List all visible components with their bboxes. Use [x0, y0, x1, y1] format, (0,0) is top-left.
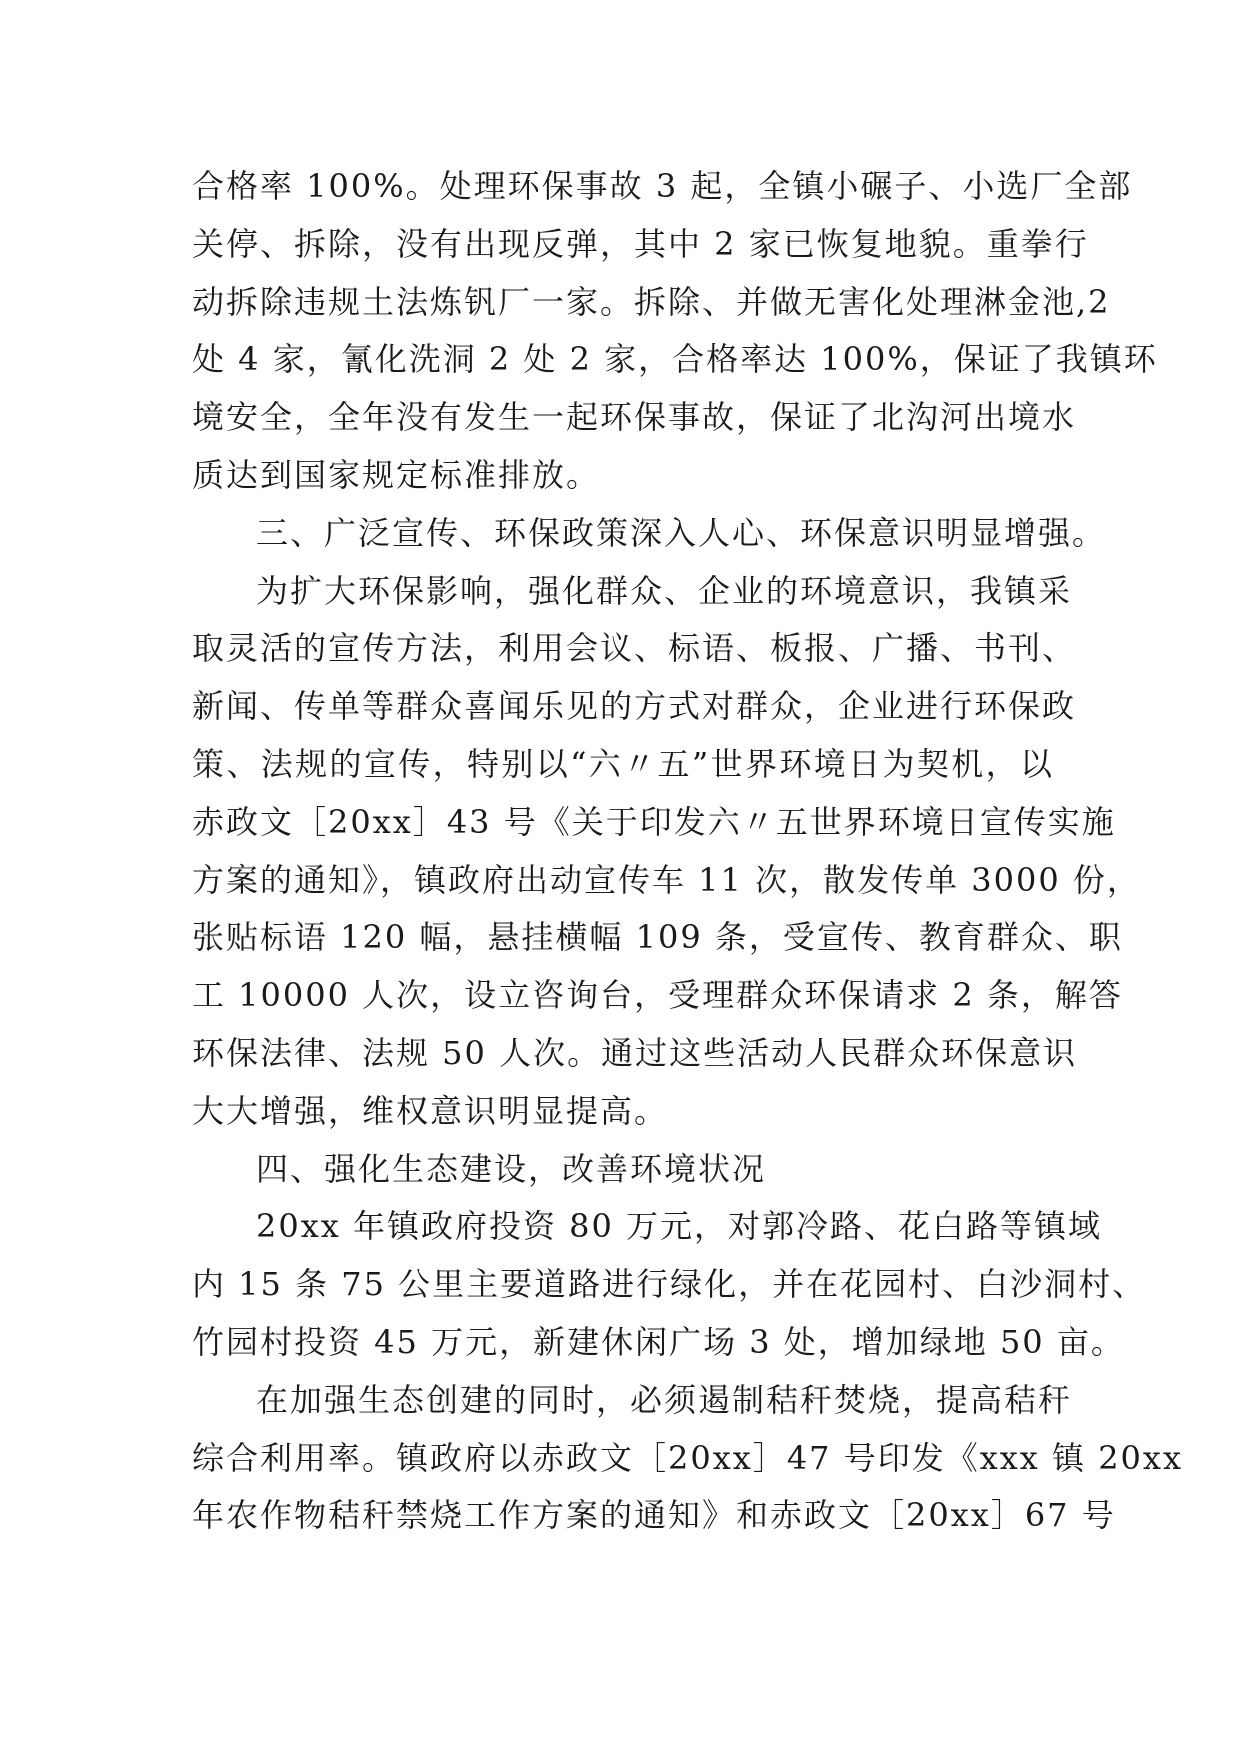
text-line: 张贴标语 120 幅，悬挂横幅 109 条，受宣传、教育群众、职 [192, 918, 1123, 957]
text-line: 动拆除违规土法炼钒厂一家。拆除、并做无害化处理淋金池,2 [192, 282, 1111, 321]
section-heading: 三、广泛宣传、环保政策深入人心、环保意识明显增强。 [256, 513, 1107, 552]
text-line: 取灵活的宣传方法，利用会议、标语、板报、广播、书刊、 [192, 629, 1077, 668]
text-line: 新闻、传单等群众喜闻乐见的方式对群众，企业进行环保政 [192, 687, 1077, 726]
text-line: 内 15 条 75 公里主要道路进行绿化，并在花园村、白沙洞村、 [192, 1265, 1147, 1304]
text-line: 策、法规的宣传，特别以“六〃五”世界环境日为契机，以 [192, 744, 1054, 783]
text-line: 大大增强，维权意识明显提高。 [192, 1091, 669, 1130]
text-line: 环保法律、法规 50 人次。通过这些活动人民群众环保意识 [192, 1033, 1078, 1072]
text-line: 质达到国家规定标准排放。 [192, 455, 601, 494]
text-line: 在加强生态创建的同时，必须遏制秸秆焚烧，提高秸秆 [256, 1380, 1073, 1419]
text-line: 竹园村投资 45 万元，新建休闲广场 3 处，增加绿地 50 亩。 [192, 1322, 1125, 1361]
text-line: 方案的通知》，镇政府出动宣传车 11 次，散发传单 3000 份， [192, 860, 1141, 899]
text-line: 年农作物秸秆禁烧工作方案的通知》和赤政文［20xx］67 号 [192, 1496, 1116, 1535]
text-line: 工 10000 人次，设立咨询台，受理群众环保请求 2 条，解答 [192, 976, 1123, 1015]
text-line: 境安全，全年没有发生一起环保事故，保证了北沟河出境水 [192, 398, 1077, 437]
section-heading: 四、强化生态建设，改善环境状况 [256, 1149, 767, 1188]
text-line: 合格率 100%。处理环保事故 3 起，全镇小碾子、小选厂全部 [192, 167, 1133, 205]
text-line: 赤政文［20xx］43 号《关于印发六〃五世界环境日宣传实施 [192, 802, 1116, 841]
text-line: 综合利用率。镇政府以赤政文［20xx］47 号印发《xxx 镇 20xx [192, 1438, 1184, 1477]
text-line: 20xx 年镇政府投资 80 万元，对郭冷路、花白路等镇域 [256, 1207, 1103, 1246]
text-line: 关停、拆除，没有出现反弹，其中 2 家已恢复地貌。重拳行 [192, 224, 1089, 263]
text-line: 处 4 家，氰化洗洞 2 处 2 家，合格率达 100%，保证了我镇环 [192, 340, 1158, 379]
document-body [192, 158, 1184, 1545]
text-line: 为扩大环保影响，强化群众、企业的环境意识，我镇采 [256, 571, 1073, 610]
